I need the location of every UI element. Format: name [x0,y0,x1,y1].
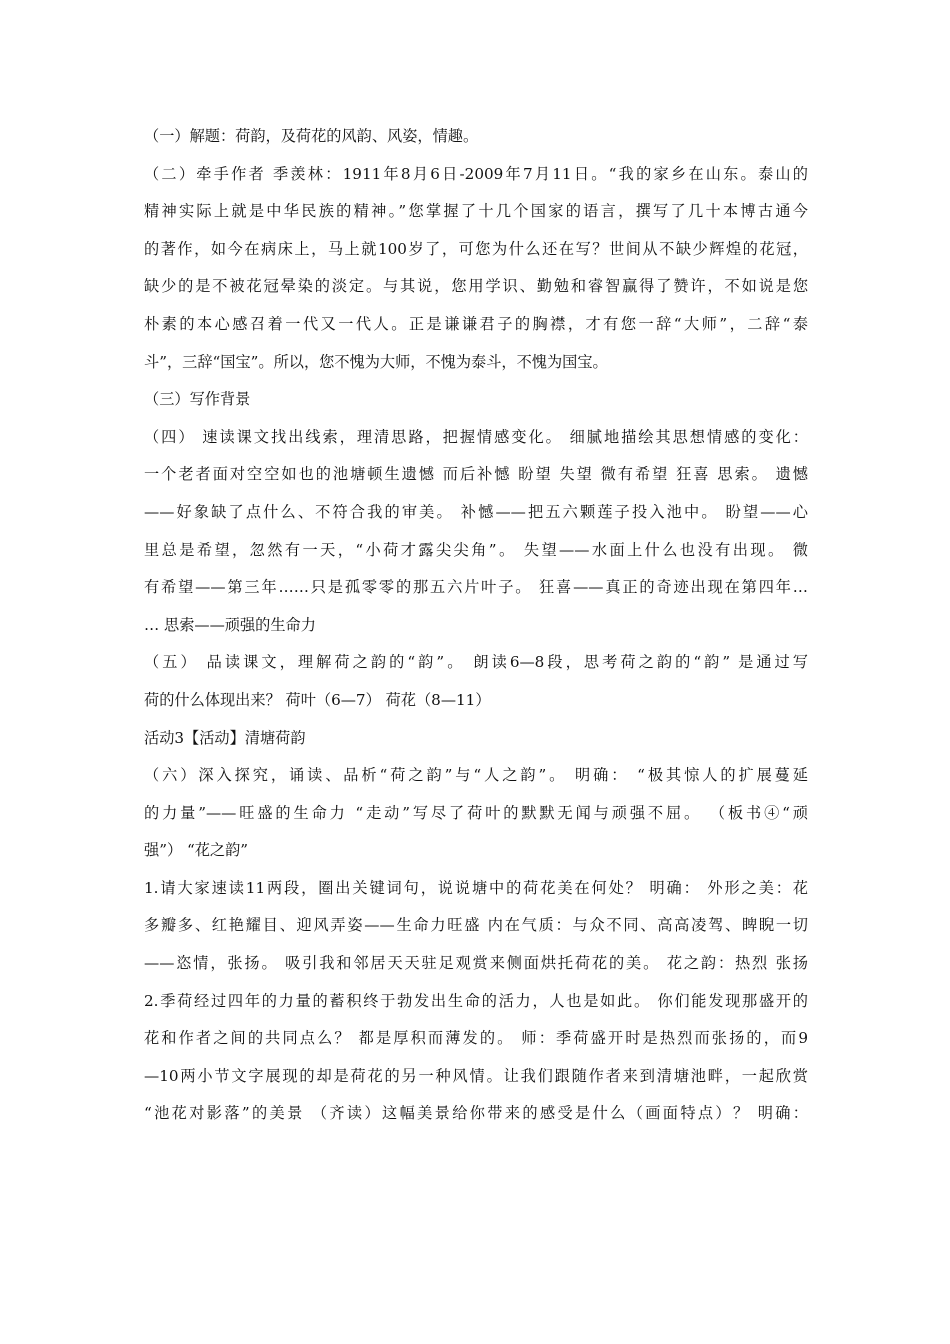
text-line: 里总是希望，忽然有一天，“小荷才露尖尖角”。 失望——水面上什么也没有出现。 微 [144,540,808,559]
text-line: 强”） “花之韵” [144,841,249,860]
text-line: … 思索——顽强的生命力 [144,615,316,634]
text-line: 有希望——第三年……只是孤零零的那五六片叶子。 狂喜——真正的奇迹出现在第四年… [144,578,808,597]
text-line: （一）解题：荷韵，及荷花的风韵、风姿，情趣。 [144,127,479,145]
text-line: 1.请大家速读11两段，圈出关键词句，说说塘中的荷花美在何处？ 明确： 外形之美：花 [144,878,808,897]
text-line: 活动3【活动】清塘荷韵 [144,728,306,747]
text-line: （二）牵手作者 季羡林：1911年8月6日-2009年7月11日。“我的家乡在山东。泰山的 [144,164,808,183]
text-line: 的力量”——旺盛的生命力 “走动”写尽了荷叶的默默无闻与顽强不屈。 （板书④“顽 [144,803,808,822]
text-line: 缺少的是不被花冠晕染的淡定。与其说，您用学识、勤勉和睿智赢得了赞许，不如说是您 [144,277,808,296]
text-line: 花和作者之间的共同点么？ 都是厚积而薄发的。 师：季荷盛开时是热烈而张扬的，而9 [144,1029,808,1048]
text-line: （五） 品读课文，理解荷之韵的“韵”。 朗读6—8段，思考荷之韵的“韵” 是通过写 [144,653,808,672]
text-line: ——恣情，张扬。 吸引我和邻居天天驻足观赏来侧面烘托荷花的美。 花之韵：热烈 张扬 [144,954,808,973]
text-line: 荷的什么体现出来？ 荷叶（6—7） 荷花（8—11） [144,690,491,709]
text-line: ——好象缺了点什么、不符合我的审美。 补憾——把五六颗莲子投入池中。 盼望——心 [144,502,808,521]
text-line: 精神实际上就是中华民族的精神。”您掌握了十几个国家的语言，撰写了几十本博古通今 [144,202,808,221]
text-line: 的著作，如今在病床上，马上就100岁了，可您为什么还在写？世间从不缺少辉煌的花冠， [144,239,808,258]
text-line: 2.季荷经过四年的力量的蓄积终于勃发出生命的活力，人也是如此。 你们能发现那盛开的 [144,991,808,1010]
text-line: 多瓣多、红艳耀目、迎风弄姿——生命力旺盛 内在气质：与众不同、高高凌驾、睥睨一切 [144,916,808,935]
text-line: （三）写作背景 [144,390,251,409]
text-line: （六）深入探究，诵读、品析“荷之韵”与“人之韵”。 明确： “极其惊人的扩展蔓延 [144,766,808,785]
text-line: （四） 速读课文找出线索，理清思路，把握情感变化。 细腻地描绘其思想情感的变化： [144,427,808,446]
document-body [144,118,808,1133]
text-line: 一个老者面对空空如也的池塘顿生遗憾 而后补憾 盼望 失望 微有希望 狂喜 思索。 遗憾 [144,465,808,484]
text-line: —10两小节文字展现的却是荷花的另一种风情。让我们跟随作者来到清塘池畔，一起欣赏 [144,1066,808,1085]
text-line: 朴素的本心感召着一代又一代人。正是谦谦君子的胸襟，才有您一辞“大师”，二辞“泰 [144,314,808,333]
text-line: “池花对影落”的美景 （齐读）这幅美景给你带来的感受是什么（画面特点）？ 明确： [144,1104,808,1123]
text-line: 斗”，三辞“国宝”。所以，您不愧为大师，不愧为泰斗，不愧为国宝。 [144,352,608,371]
